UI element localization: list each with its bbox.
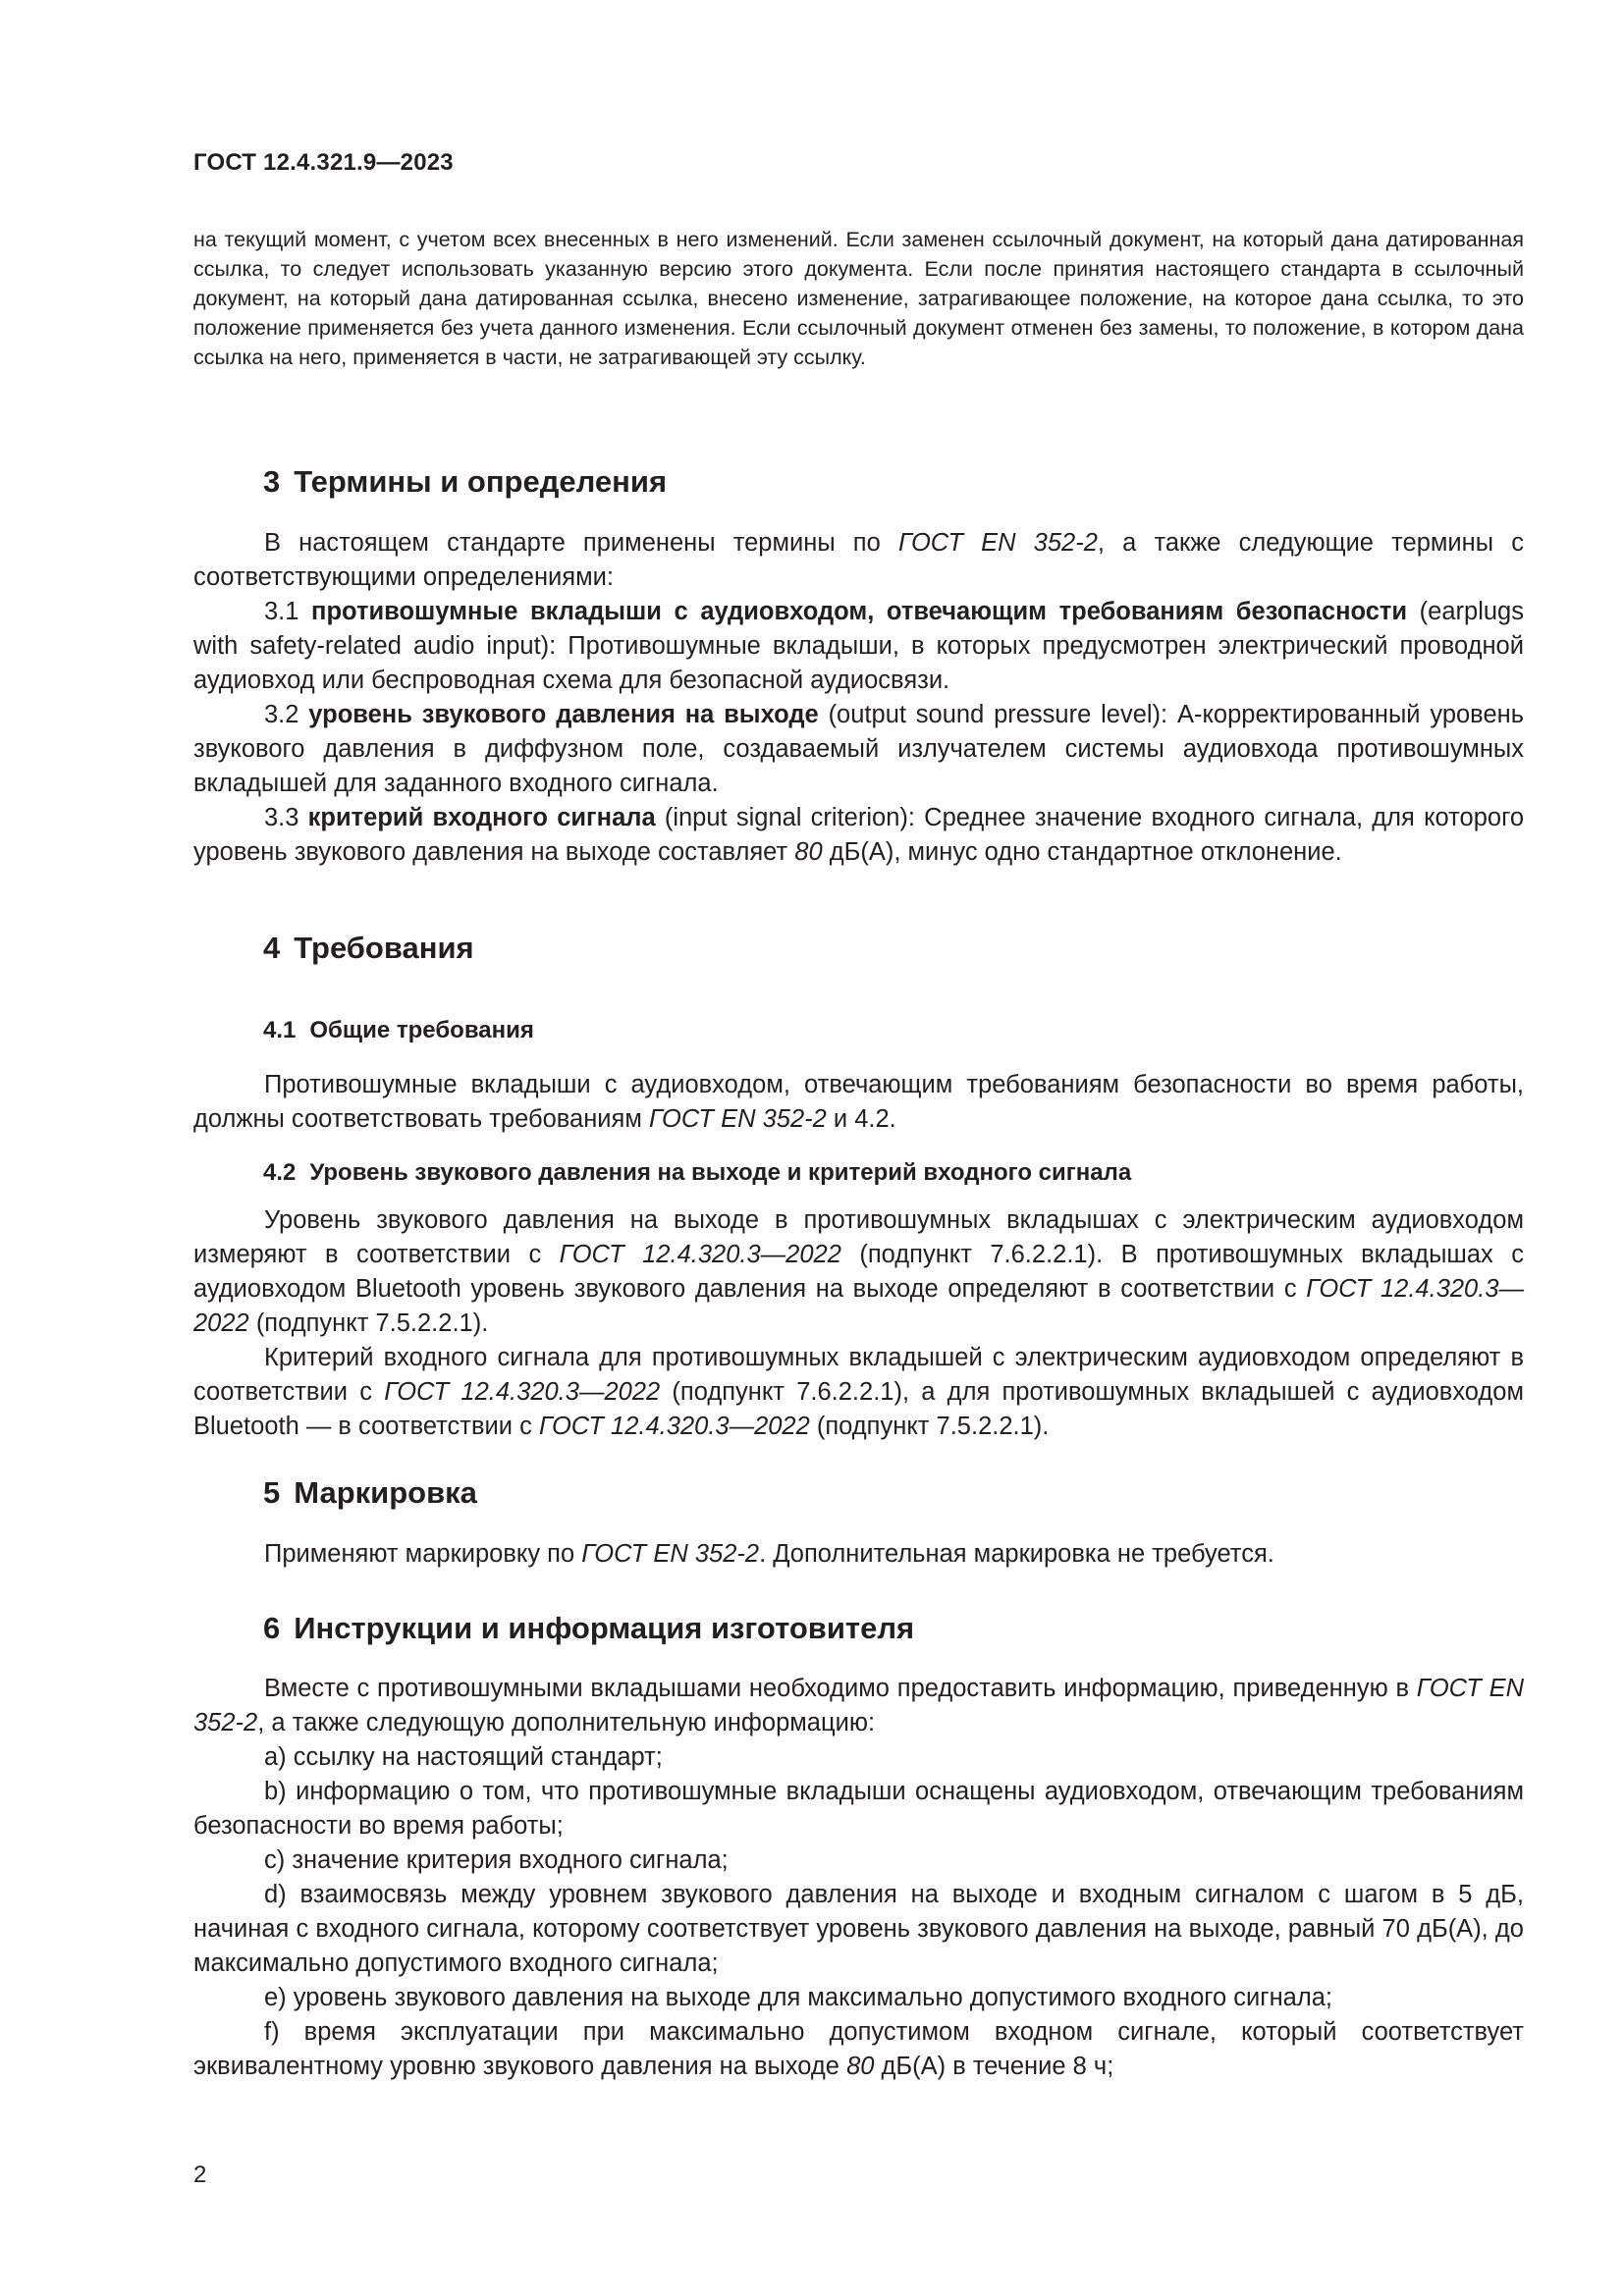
list-item-f: f) время эксплуатации при максимально допустимом входном сигнале, который соответствует эквивалентному уровню звукового давления на выходе 80 дБ(А) в течение 8 ч; bbox=[193, 2018, 1524, 2080]
section-6-body bbox=[193, 1672, 1524, 2084]
subsection-4-1-heading: 4.1 Общие требования bbox=[263, 1017, 534, 1043]
subsection-4-1-body bbox=[193, 1068, 1524, 1137]
list-item-c: c) значение критерия входного сигнала; bbox=[264, 1846, 729, 1874]
list-item-d: d) взаимосвязь между уровнем звукового давления на выходе и входным сигналом с шагом в 5 дБ, начиная с входного сигнала, которому соответствует уровень звукового давления на выходе, равный 70 дБ(А), до максимально допустимого входного сигнала; bbox=[193, 1881, 1524, 1977]
standard-reference: ГОСТ EN 352-2 bbox=[897, 529, 1098, 557]
subsection-4-2-paragraph-2: Критерий входного сигнала для противошумных вкладышей с электрическим аудиовходом определяют в соответствии с ГОСТ 12.4.320.3—2022 (подпункт 7.6.2.2.1), а для противошумных вкладышей с аудиовходом Bluetooth — в соответствии с ГОСТ 12.4.320.3—2022 (подпункт 7.5.2.2.1). bbox=[193, 1344, 1524, 1440]
subsection-4-1-paragraph: Противошумные вкладыши с аудиовходом, отвечающим требованиям безопасности во время работы, должны соответствовать требованиям ГОСТ EN 352-2 и 4.2. bbox=[193, 1071, 1524, 1133]
list-item-e: e) уровень звукового давления на выходе для максимально допустимого входного сигнала; bbox=[264, 1984, 1332, 2011]
list-item-a: a) ссылку на настоящий стандарт; bbox=[264, 1743, 663, 1771]
subsection-4-2-heading: 4.2 Уровень звукового давления на выходе и критерий входного сигнала bbox=[263, 1159, 1132, 1186]
term-3-2: 3.2 уровень звукового давления на выходе (output sound pressure level): А-корректированный уровень звукового давления в диффузном поле, создаваемый излучателем системы аудиовхода противошумных вкладышей для заданного входного сигнала. bbox=[193, 701, 1524, 797]
standard-reference: ГОСТ EN 352-2 bbox=[648, 1105, 827, 1133]
section-6-heading: 6 Инструкции и информация изготовителя bbox=[263, 1611, 915, 1645]
page-number: 2 bbox=[193, 2162, 207, 2188]
section-4-heading: 4 Требования bbox=[263, 931, 474, 965]
section-6-intro: Вместе с противошумными вкладышами необходимо предоставить информацию, приведенную в ГОСТ EN 352-2, а также следующую дополнительную информацию: bbox=[193, 1675, 1524, 1736]
document-code-header: ГОСТ 12.4.321.9—2023 bbox=[193, 149, 454, 176]
list-item-b: b) информацию о том, что противошумные вкладыши оснащены аудиовходом, отвечающим требованиям безопасности во время работы; bbox=[193, 1778, 1524, 1840]
standard-reference: ГОСТ EN 352-2 bbox=[193, 1675, 1524, 1736]
section-3-intro: В настоящем стандарте применены термины по ГОСТ EN 352-2, а также следующие термины с соответствующими определениями: bbox=[193, 529, 1524, 591]
section-5-heading: 5 Маркировка bbox=[263, 1475, 477, 1510]
subsection-4-2-body bbox=[193, 1203, 1524, 1444]
term-3-1: 3.1 противошумные вкладыши с аудиовходом, отвечающим требованиям безопасности (earplugs with safety-related audio input): Противошумные вкладыши, в которых предусмотрен электрический проводной аудиовход или беспроводная схема для безопасной аудиосвязи. bbox=[193, 598, 1524, 694]
section-3-body bbox=[193, 526, 1524, 870]
term-3-3: 3.3 критерий входного сигнала (input signal criterion): Среднее значение входного сигнала, для которого уровень звукового давления на выходе составляет 80 дБ(А), минус одно стандартное отклонение. bbox=[193, 804, 1524, 866]
section-5-body bbox=[193, 1537, 1524, 1572]
subsection-4-2-paragraph-1: Уровень звукового давления на выходе в противошумных вкладышах с электрическим аудиовходом измеряют в соответствии с ГОСТ 12.4.320.3—2022 (подпункт 7.6.2.2.1). В противошумных вкладышах с аудиовходом Bluetooth уровень звукового давления на выходе определяют в соответствии с ГОСТ 12.4.320.3—2022 (подпункт 7.5.2.2.1). bbox=[193, 1206, 1525, 1337]
standard-reference: ГОСТ EN 352-2 bbox=[581, 1540, 760, 1568]
intro-paragraph: на текущий момент, с учетом всех внесенных в него изменений. Если заменен ссылочный документ, на который дана датированная ссылка, то следует использовать указанную версию этого документа. Если после принятия настоящего стандарта в ссылочный документ, на который дана датированная ссылка, внесено изменение, затрагивающее положение, на которое дана ссылка, то это положение применяется без учета данного изменения. Если ссылочный документ отменен без замены, то положение, в котором дана ссылка на него, применяется в части, не затрагивающей эту ссылку. bbox=[193, 228, 1524, 369]
section-3-heading: 3 Термины и определения bbox=[263, 464, 668, 499]
section-5-paragraph: Применяют маркировку по ГОСТ EN 352-2. Дополнительная маркировка не требуется. bbox=[264, 1540, 1274, 1568]
